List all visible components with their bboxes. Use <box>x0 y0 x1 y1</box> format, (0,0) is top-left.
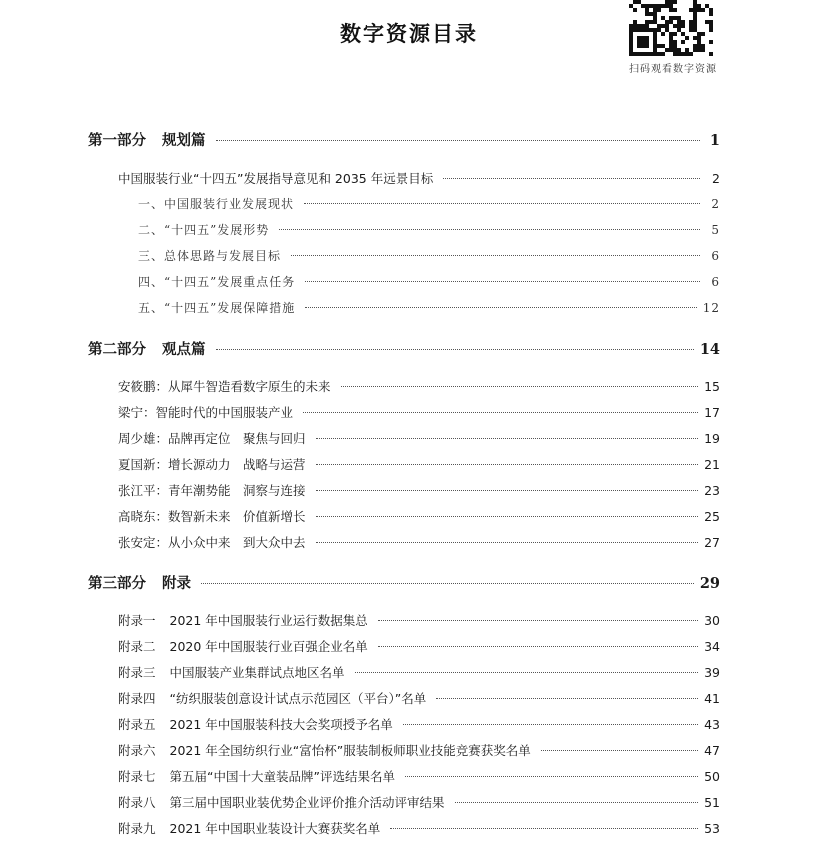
part-title: 规划篇 <box>162 132 206 149</box>
entry-title: 一、中国服装行业发展现状 <box>138 197 295 211</box>
page-number: 43 <box>704 717 720 732</box>
leader-dots <box>405 776 698 777</box>
page-number: 17 <box>704 405 720 420</box>
toc-sub-entry[interactable] <box>138 299 720 316</box>
part-title: 观点篇 <box>162 341 206 358</box>
entry-title: 安筱鹏：从犀牛智造看数字原生的未来 <box>118 379 331 394</box>
toc-entry[interactable] <box>118 533 720 551</box>
page-number: 39 <box>704 665 720 680</box>
page-number: 19 <box>704 431 720 446</box>
appendix-label: 附录四 <box>118 691 156 706</box>
page-number: 53 <box>704 821 720 836</box>
toc-entry[interactable] <box>118 377 720 395</box>
leader-dots <box>305 307 696 308</box>
part-label: 第三部分 <box>88 575 146 592</box>
appendix-entry[interactable] <box>118 741 720 759</box>
page-number: 41 <box>704 691 720 706</box>
part-heading-3[interactable] <box>88 572 720 593</box>
leader-dots <box>378 620 698 621</box>
entry-title: 2021 年中国服装行业运行数据集总 <box>169 613 368 628</box>
entry-title: “纺织服装创意设计试点示范园区（平台）”名单 <box>169 691 427 706</box>
appendix-entry[interactable] <box>118 663 720 681</box>
entry-title: 高晓东：数智新未来 价值新增长 <box>118 509 306 524</box>
leader-dots <box>316 516 699 517</box>
entry-title: 第三届中国职业装优势企业评价推介活动评审结果 <box>169 795 445 810</box>
leader-dots <box>316 464 699 465</box>
part-label: 第一部分 <box>88 132 146 149</box>
leader-dots <box>341 386 699 387</box>
appendix-label: 附录二 <box>118 639 156 654</box>
page-number: 2 <box>711 197 720 211</box>
page-number: 2 <box>712 171 720 186</box>
entry-title: 张江平：青年潮势能 洞察与连接 <box>118 483 306 498</box>
entry-title: 2020 年中国服装行业百强企业名单 <box>169 639 368 654</box>
page-number: 47 <box>704 743 720 758</box>
page-number: 34 <box>704 639 720 654</box>
leader-dots <box>436 698 698 699</box>
entry-title: 第五届“中国十大童装品牌”评选结果名单 <box>169 769 395 784</box>
toc-sub-entry[interactable] <box>138 247 720 264</box>
appendix-label: 附录九 <box>118 821 156 836</box>
entry-title: 中国服装行业“十四五”发展指导意见和 2035 年远景目标 <box>118 171 434 186</box>
appendix-entry[interactable] <box>118 793 720 811</box>
leader-dots <box>291 255 700 256</box>
leader-dots <box>201 583 694 584</box>
part-heading-1[interactable] <box>88 129 720 150</box>
leader-dots <box>216 140 701 141</box>
leader-dots <box>216 349 694 350</box>
page-number: 12 <box>702 301 720 315</box>
page-number: 21 <box>704 457 720 472</box>
appendix-entry[interactable] <box>118 637 720 655</box>
toc-sub-entry[interactable] <box>138 273 720 290</box>
entry-title: 2021 年中国职业装设计大赛获奖名单 <box>169 821 381 836</box>
appendix-entry[interactable] <box>118 819 720 837</box>
entry-title: 2021 年全国纺织行业“富怡杯”服装制板师职业技能竞赛获奖名单 <box>169 743 531 758</box>
page-number: 29 <box>699 575 720 592</box>
entry-title: 二、“十四五”发展形势 <box>138 223 270 237</box>
leader-dots <box>279 229 700 230</box>
entry-title: 五、“十四五”发展保障措施 <box>138 301 296 315</box>
entry-title: 梁宁：智能时代的中国服装产业 <box>118 405 294 420</box>
toc-sub-entry[interactable] <box>138 195 720 212</box>
toc-entry[interactable] <box>118 507 720 525</box>
appendix-label: 附录三 <box>118 665 156 680</box>
page-number: 1 <box>709 132 720 149</box>
page-number: 23 <box>704 483 720 498</box>
leader-dots <box>316 490 699 491</box>
appendix-label: 附录八 <box>118 795 156 810</box>
leader-dots <box>303 412 698 413</box>
entry-title: 张安定：从小众中来 到大众中去 <box>118 535 306 550</box>
part-label: 第二部分 <box>88 341 146 358</box>
entry-title: 中国服装产业集群试点地区名单 <box>169 665 345 680</box>
appendix-label: 附录一 <box>118 613 156 628</box>
toc-entry[interactable] <box>118 455 720 473</box>
toc-sub-entry[interactable] <box>138 221 720 238</box>
leader-dots <box>455 802 699 803</box>
entry-title: 周少雄：品牌再定位 聚焦与回归 <box>118 431 306 446</box>
leader-dots <box>316 542 699 543</box>
leader-dots <box>304 203 700 204</box>
page-number: 15 <box>704 379 720 394</box>
toc-entry-article[interactable] <box>118 169 720 187</box>
page-number: 6 <box>711 249 720 263</box>
appendix-entry[interactable] <box>118 715 720 733</box>
leader-dots <box>443 178 700 179</box>
entry-title: 三、总体思路与发展目标 <box>138 249 282 263</box>
page-number: 50 <box>704 769 720 784</box>
appendix-label: 附录五 <box>118 717 156 732</box>
toc-entry[interactable] <box>118 481 720 499</box>
appendix-label: 附录六 <box>118 743 156 758</box>
toc-entry[interactable] <box>118 403 720 421</box>
page-number: 14 <box>699 341 720 358</box>
leader-dots <box>403 724 698 725</box>
page-number: 27 <box>704 535 720 550</box>
page-number: 6 <box>711 275 720 289</box>
entry-title: 2021 年中国服装科技大会奖项授予名单 <box>169 717 393 732</box>
appendix-entry[interactable] <box>118 767 720 785</box>
appendix-entry[interactable] <box>118 689 720 707</box>
part-title: 附录 <box>162 575 191 592</box>
page-title: 数字资源目录 <box>340 21 478 46</box>
leader-dots <box>305 281 700 282</box>
leader-dots <box>378 646 698 647</box>
appendix-entry[interactable] <box>118 611 720 629</box>
entry-title: 夏国新：增长源动力 战略与运营 <box>118 457 306 472</box>
page-number: 51 <box>704 795 720 810</box>
qr-caption: 扫码观看数字资源 <box>629 64 717 75</box>
toc-entry[interactable] <box>118 429 720 447</box>
entry-title: 四、“十四五”发展重点任务 <box>138 275 296 289</box>
leader-dots <box>355 672 699 673</box>
leader-dots <box>316 438 699 439</box>
leader-dots <box>390 828 698 829</box>
leader-dots <box>541 750 698 751</box>
part-heading-2[interactable] <box>88 338 720 359</box>
appendix-label: 附录七 <box>118 769 156 784</box>
page-number: 5 <box>711 223 720 237</box>
page-number: 30 <box>704 613 720 628</box>
page-number: 25 <box>704 509 720 524</box>
